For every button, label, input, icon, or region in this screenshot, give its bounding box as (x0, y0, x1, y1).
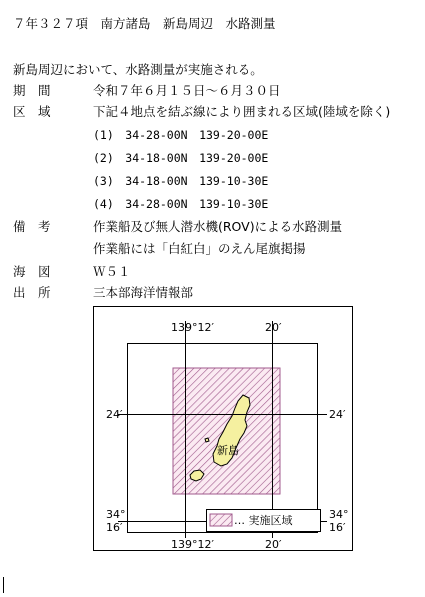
chart-label: 海 図 (13, 264, 51, 279)
point-3: (3) 34-18-00N 139-10-30E (93, 174, 269, 188)
lon-label-top-left: 139°12′ (171, 321, 214, 334)
legend-label: … 実施区域 (234, 514, 293, 527)
lat-label-left-24: 24′ (106, 408, 123, 421)
lat-label-right-24: 24′ (329, 408, 346, 421)
jinai-islet (205, 438, 209, 442)
lon-label-bottom-right: 20′ (265, 538, 282, 551)
lat-label-right-34: 34° (329, 508, 349, 521)
text-cursor (3, 577, 4, 593)
lon-label-bottom-left: 139°12′ (171, 538, 214, 551)
island-label: 新島 (217, 444, 239, 457)
remarks-label: 備 考 (13, 219, 51, 234)
lat-label-left-34: 34° (106, 508, 126, 521)
point-2: (2) 34-18-00N 139-20-00E (93, 151, 269, 165)
remarks-line-2: 作業船には「白紅白」のえん尾旗掲揚 (93, 241, 306, 256)
notice-intro: 新島周辺において、水路測量が実施される。 (13, 62, 263, 77)
remarks-line-1: 作業船及び無人潜水機(ROV)による水路測量 (93, 219, 343, 234)
chart-value: Ｗ５１ (93, 264, 131, 279)
lat-label-right-16: 16′ (329, 521, 346, 534)
survey-area-map (93, 306, 353, 551)
source-value: 三本部海洋情報部 (93, 285, 194, 300)
area-value: 下記４地点を結ぶ線により囲まれる区域(陸域を除く) (93, 104, 391, 119)
notice-title: ７年３２７項 南方諸島 新島周辺 水路測量 (13, 16, 276, 31)
lon-label-top-right: 20′ (265, 321, 282, 334)
area-label: 区 域 (13, 104, 51, 119)
period-value: 令和７年６月１５日～６月３０日 (93, 83, 281, 98)
point-1: (1) 34-28-00N 139-20-00E (93, 128, 269, 142)
point-4: (4) 34-28-00N 139-10-30E (93, 197, 269, 211)
lat-label-left-16: 16′ (106, 521, 123, 534)
legend-swatch (210, 514, 232, 526)
source-label: 出 所 (13, 285, 51, 300)
period-label: 期 間 (13, 83, 51, 98)
